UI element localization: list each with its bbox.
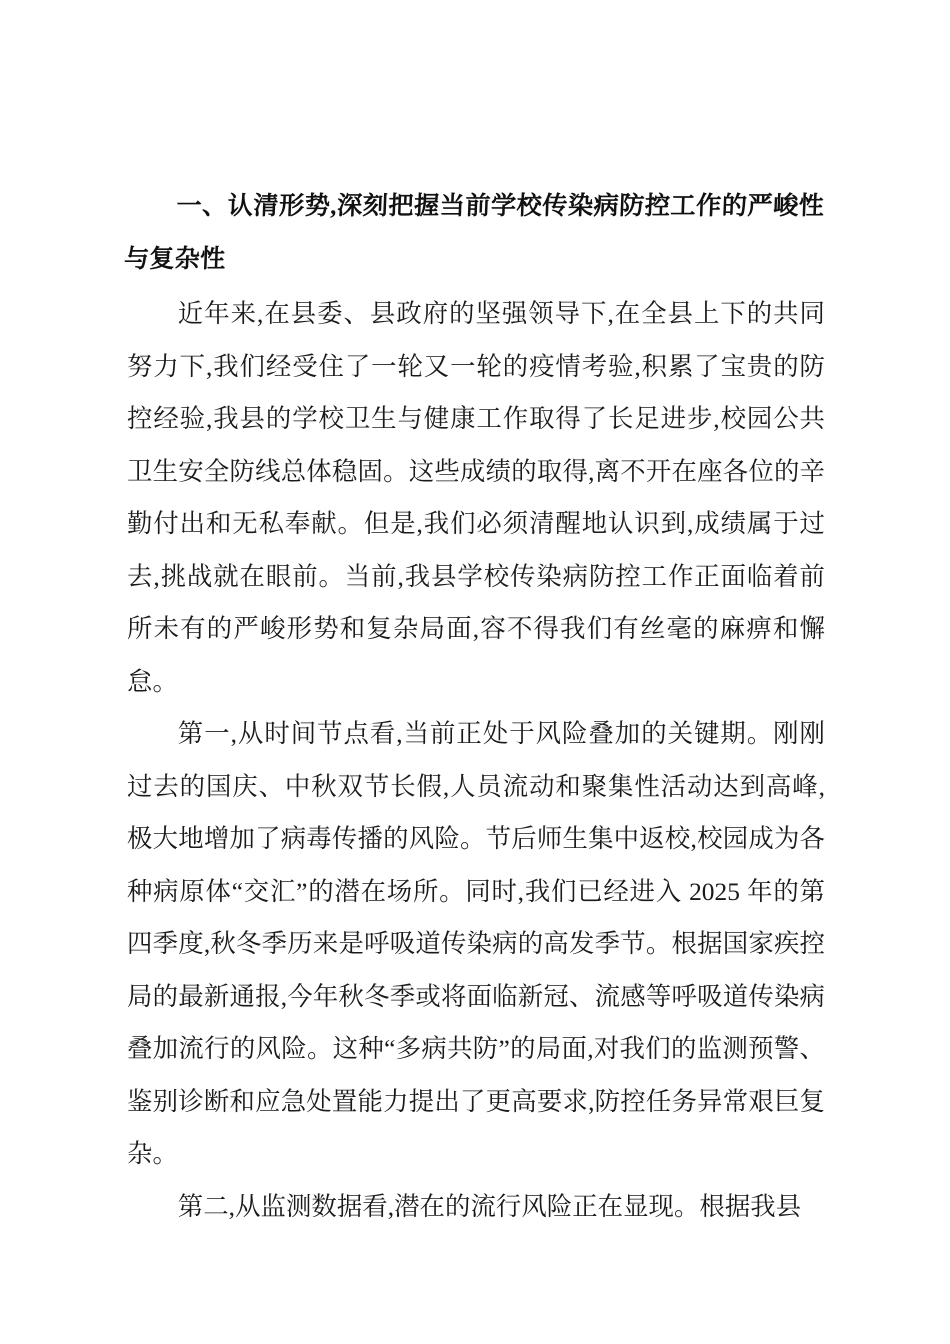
paragraph-2: 第一,从时间节点看,当前正处于风险叠加的关键期。刚刚过去的国庆、中秋双节长假,人员流动和聚集性活动达到高峰,极大地增加了病毒传播的风险。节后师生集中返校,校园成为各种病原体“交汇”的潜在场所。同时,我们已经进入 2025 年的第四季度,秋冬季历来是呼吸道传染病的高发季节。根据国家疾控局的最新通报,今年秋冬季或将面临新冠、流感等呼吸道传染病叠加流行的风险。这种“多病共防”的局面,对我们的监测预警、鉴别诊断和应急处置能力提出了更高要求,防控任务异常艰巨复杂。	[127, 720, 825, 1168]
document-content	[123, 181, 825, 1233]
paragraph-3: 第二,从监测数据看,潜在的流行风险正在显现。根据我县	[177, 1192, 802, 1221]
paragraph-1: 近年来,在县委、县政府的坚强领导下,在全县上下的共同努力下,我们经受住了一轮又一轮的疫情考验,积累了宝贵的防控经验,我县的学校卫生与健康工作取得了长足进步,校园公共卫生安全防线总体稳固。这些成绩的取得,离不开在座各位的辛勤付出和无私奉献。但是,我们必须清醒地认识到,成绩属于过去,挑战就在眼前。当前,我县学校传染病防控工作正面临着前所未有的严峻形势和复杂局面,容不得我们有丝毫的麻痹和懈怠。	[127, 300, 825, 696]
section-heading: 一、认清形势,深刻把握当前学校传染病防控工作的严峻性与复杂性	[123, 193, 825, 273]
